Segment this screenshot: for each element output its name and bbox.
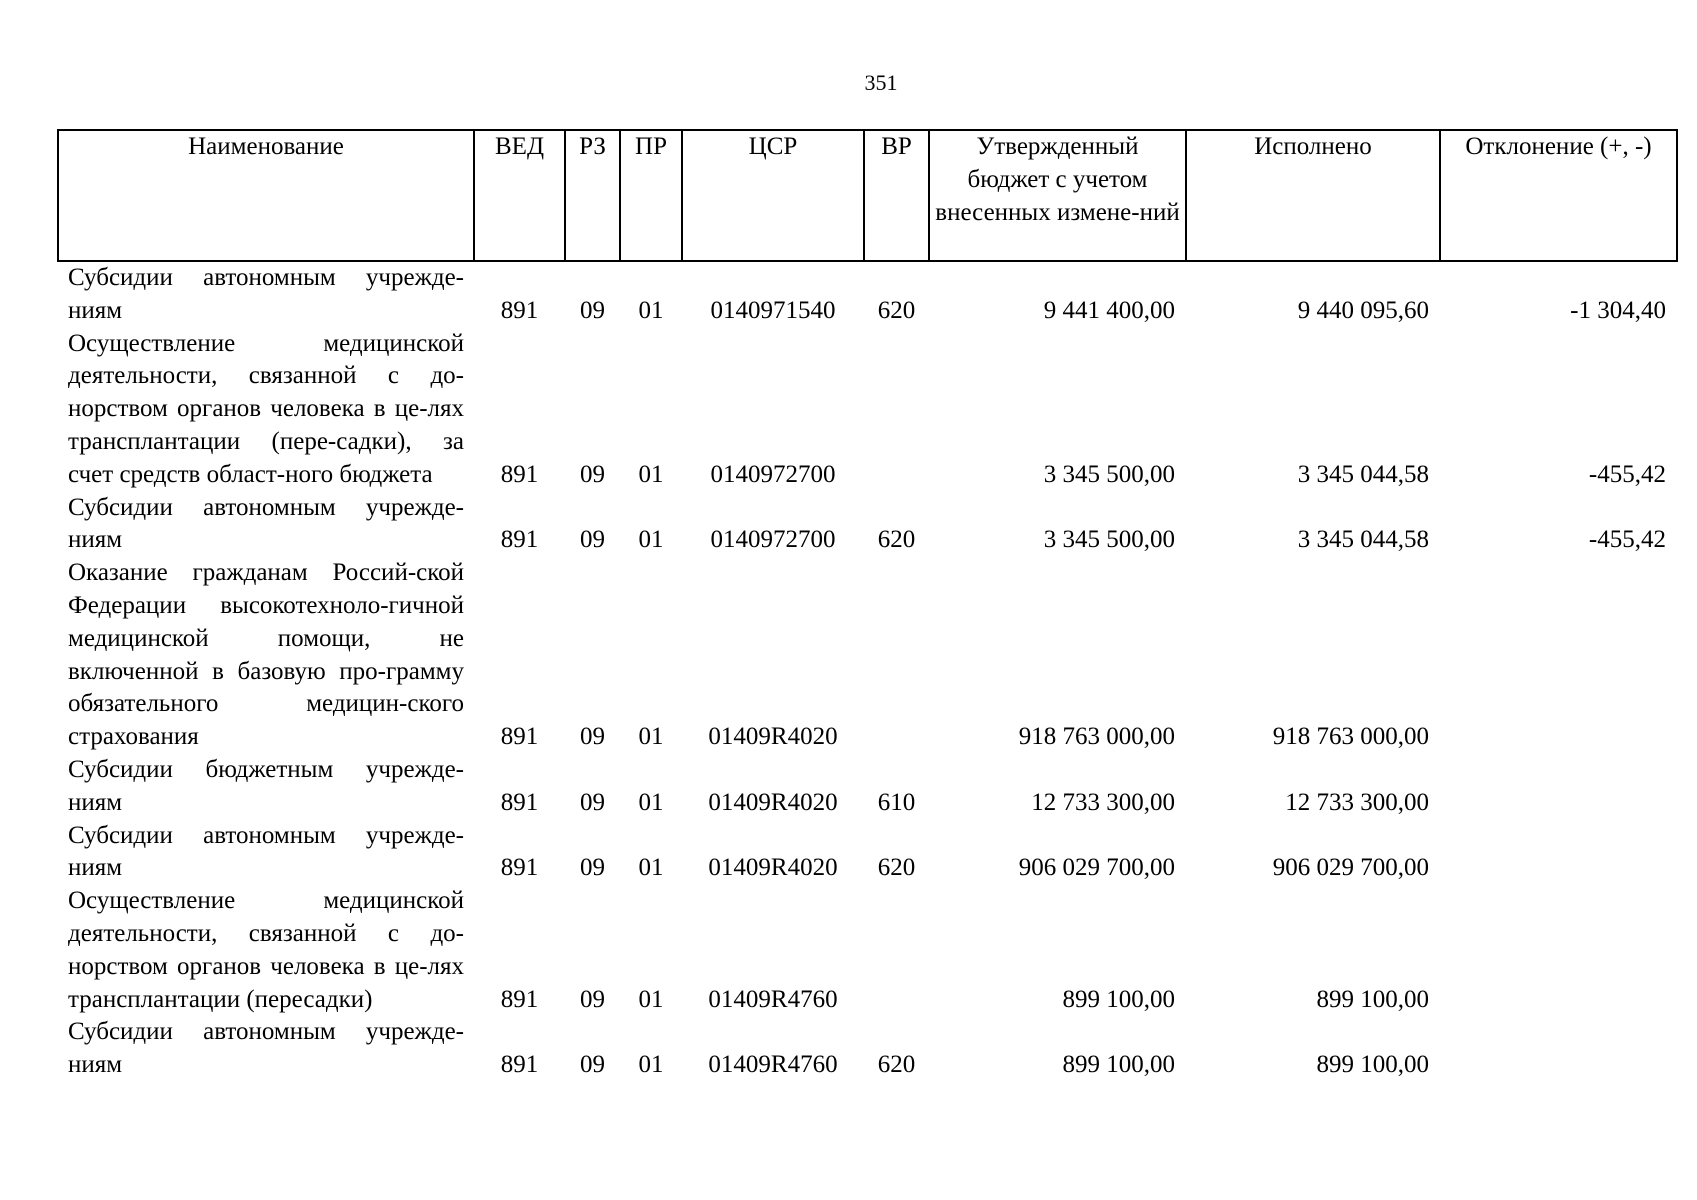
header-csr: ЦСР [682,130,864,261]
row-name: Осуществление медицинской деятельности, связанной с до-норством органов человека в це-лях трансплантации (пересадки) [68,887,464,1013]
row-rz: 09 [580,723,605,751]
row-pr: 01 [638,526,664,554]
row-name: Субсидии автономным учрежде-ниям [68,1018,464,1079]
row-ved: 891 [500,985,539,1013]
row-ved: 891 [500,1051,539,1079]
row-pr: 01 [638,985,664,1013]
row-csr: 01409R4760 [708,1051,838,1079]
row-vr: 620 [877,526,916,554]
row-ved: 891 [500,723,539,751]
row-approved: 918 763 000,00 [1018,723,1175,751]
row-ved: 891 [500,296,539,324]
row-pr: 01 [638,460,664,488]
row-deviation: -455,42 [1588,460,1666,488]
row-name: Субсидии бюджетным учрежде-ниям [68,755,464,816]
header-rz: РЗ [565,130,620,261]
row-csr: 0140971540 [710,296,836,324]
row-approved: 3 345 500,00 [1043,526,1175,554]
row-executed: 899 100,00 [1316,985,1429,1013]
table-row [58,328,1677,492]
row-executed: 3 345 044,58 [1297,460,1429,488]
row-name: Оказание гражданам Россий-ской Федерации высокотехноло-гичной медицинской помощи, не включенной в базовую про-грамму обязательного медицин-ского страхования [68,559,464,751]
row-csr: 01409R4020 [708,788,838,816]
row-rz: 09 [580,854,605,882]
row-approved: 12 733 300,00 [1031,788,1175,816]
table-row [58,820,1677,886]
row-pr: 01 [638,788,664,816]
row-name: Субсидии автономным учрежде-ниям [68,821,464,882]
page-number: 351 [864,70,898,95]
row-ved: 891 [500,526,539,554]
header-executed: Исполнено [1186,130,1440,261]
row-approved: 906 029 700,00 [1018,854,1175,882]
row-executed: 12 733 300,00 [1285,788,1429,816]
row-pr: 01 [638,1051,664,1079]
row-pr: 01 [638,723,664,751]
table-row [58,885,1677,1016]
row-vr: 620 [877,1051,916,1079]
header-deviation: Отклонение (+, -) [1440,130,1677,261]
row-csr: 0140972700 [710,526,836,554]
row-approved: 3 345 500,00 [1043,460,1175,488]
header-ved: ВЕД [474,130,565,261]
row-deviation [1440,1016,1677,1082]
row-csr: 01409R4020 [708,723,838,751]
table-row [58,557,1677,754]
row-vr: 620 [877,854,916,882]
row-vr: 610 [877,788,916,816]
row-pr: 01 [638,854,664,882]
row-vr [864,885,929,1016]
table-row [58,1016,1677,1082]
row-deviation [1440,820,1677,886]
row-executed: 918 763 000,00 [1272,723,1429,751]
row-csr: 01409R4020 [708,854,838,882]
row-ved: 891 [500,788,539,816]
row-csr: 01409R4760 [708,985,838,1013]
row-deviation [1440,885,1677,1016]
row-vr: 620 [877,296,916,324]
row-deviation [1440,557,1677,754]
table-body [58,261,1677,1082]
row-rz: 09 [580,460,605,488]
header-name: Наименование [58,130,474,261]
row-ved: 891 [500,854,539,882]
row-name: Субсидии автономным учрежде-ниям [68,493,464,554]
row-rz: 09 [580,296,605,324]
row-rz: 09 [580,526,605,554]
row-name: Осуществление медицинской деятельности, связанной с до-норством органов человека в це-лях трансплантации (пере-садки), за счет средств област-ного бюджета [68,329,464,488]
row-ved: 891 [500,460,539,488]
header-approved-budget: Утвержденный бюджет с учетом внесенных измене-ний [929,130,1186,261]
row-rz: 09 [580,1051,605,1079]
row-vr [864,328,929,492]
row-rz: 09 [580,985,605,1013]
table-row [58,261,1677,328]
row-approved: 899 100,00 [1062,1051,1175,1079]
row-approved: 9 441 400,00 [1043,296,1175,324]
row-deviation [1440,754,1677,820]
row-rz: 09 [580,788,605,816]
header-pr: ПР [620,130,682,261]
row-executed: 9 440 095,60 [1297,296,1429,324]
row-pr: 01 [638,296,664,324]
row-name: Субсидии автономным учрежде-ниям [68,264,464,324]
header-vr: ВР [864,130,929,261]
row-executed: 906 029 700,00 [1272,854,1429,882]
row-approved: 899 100,00 [1062,985,1175,1013]
row-executed: 3 345 044,58 [1297,526,1429,554]
table-header [58,130,1677,261]
row-deviation: -455,42 [1588,526,1666,554]
row-deviation: -1 304,40 [1570,296,1666,324]
budget-table [57,129,1678,1082]
row-vr [864,557,929,754]
row-executed: 899 100,00 [1316,1051,1429,1079]
table-row [58,754,1677,820]
table-row [58,492,1677,558]
row-csr: 0140972700 [710,460,836,488]
